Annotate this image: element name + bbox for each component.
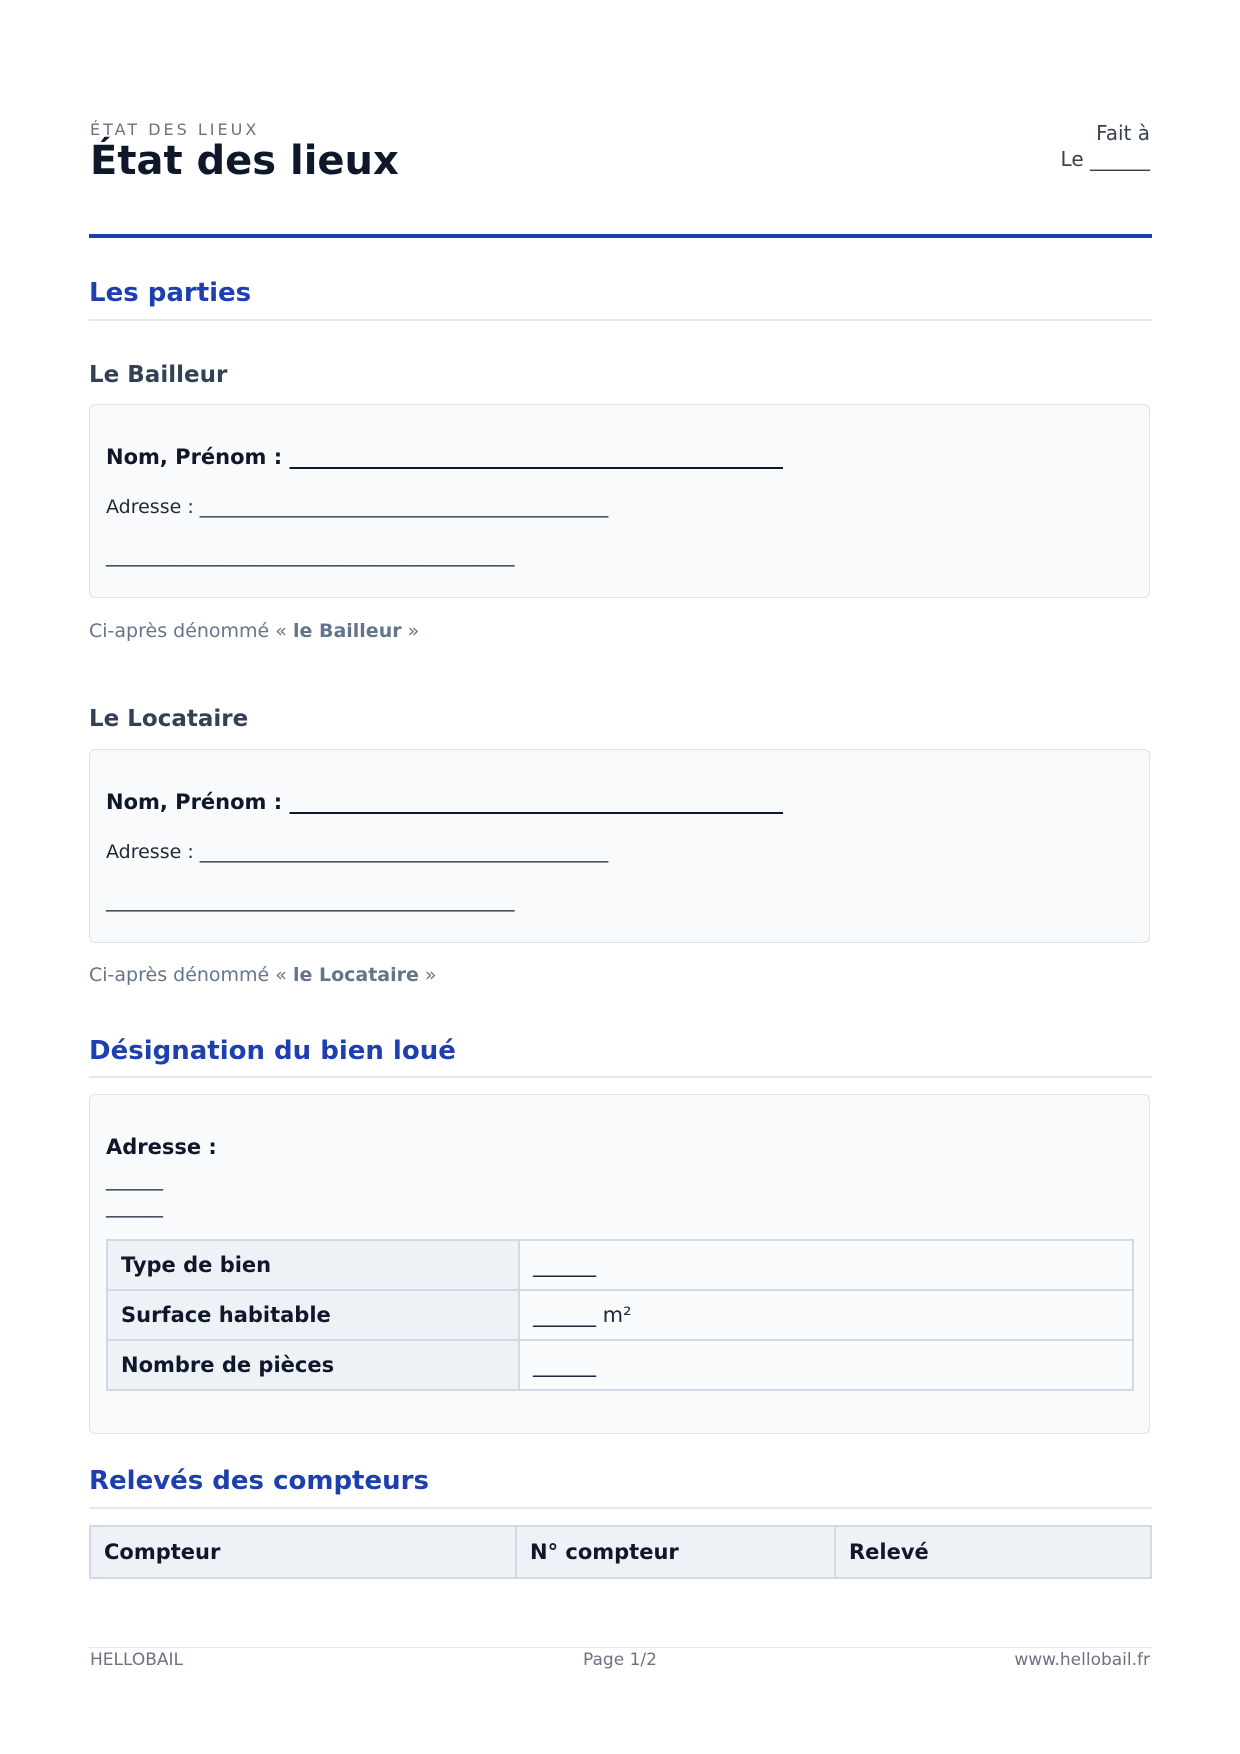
column-header-numero: N° compteur <box>516 1526 835 1578</box>
table-row <box>107 1340 1133 1390</box>
compteurs-table <box>89 1525 1152 1579</box>
note-prefix: Ci-après dénommé « <box>89 964 293 986</box>
column-header-releve: Relevé <box>835 1526 1151 1578</box>
nombre-de-pieces-value[interactable]: ______ <box>519 1340 1133 1390</box>
bien-adresse-line1[interactable]: ______ <box>106 1169 163 1191</box>
table-row <box>107 1240 1133 1290</box>
bailleur-adresse-field[interactable]: Adresse : ___________________________________________ <box>106 496 609 518</box>
page-title: État des lieux <box>90 138 399 184</box>
bien-details-table <box>106 1239 1134 1391</box>
note-role: le Bailleur <box>292 620 402 642</box>
section-title-designation: Désignation du bien loué <box>89 1036 456 1066</box>
note-suffix: » <box>418 964 437 986</box>
bien-adresse-label: Adresse : <box>106 1135 217 1159</box>
surface-habitable-label: Surface habitable <box>107 1290 519 1340</box>
locataire-card <box>89 749 1150 943</box>
bailleur-heading: Le Bailleur <box>89 362 228 388</box>
date-label: Le ______ <box>1060 147 1150 171</box>
document-meta <box>1061 120 1150 172</box>
bien-card <box>89 1094 1150 1434</box>
locataire-nom-field[interactable]: Nom, Prénom : _______________________________________________ <box>106 790 783 814</box>
type-de-bien-value[interactable]: ______ <box>519 1240 1133 1290</box>
locataire-heading: Le Locataire <box>89 706 249 732</box>
header-divider <box>89 234 1152 238</box>
nombre-de-pieces-label: Nombre de pièces <box>107 1340 519 1390</box>
footer-divider <box>89 1647 1152 1648</box>
note-role: le Locataire <box>292 964 419 986</box>
table-header-row <box>90 1526 1151 1578</box>
note-suffix: » <box>401 620 420 642</box>
bailleur-designation-note <box>89 620 419 642</box>
locataire-adresse-field[interactable]: Adresse : ___________________________________________ <box>106 841 609 863</box>
section-divider <box>89 1076 1152 1078</box>
bailleur-nom-field[interactable]: Nom, Prénom : _______________________________________________ <box>106 445 783 469</box>
note-prefix: Ci-après dénommé « <box>89 620 293 642</box>
section-divider <box>89 319 1152 321</box>
page-number: Page 1/2 <box>583 1650 657 1670</box>
bailleur-adresse-line2[interactable]: ___________________________________________ <box>106 545 515 567</box>
footer-brand: HELLOBAIL <box>90 1650 184 1670</box>
bien-adresse-line2[interactable]: ______ <box>106 1196 163 1218</box>
section-title-compteurs: Relevés des compteurs <box>89 1466 429 1496</box>
type-de-bien-label: Type de bien <box>107 1240 519 1290</box>
surface-habitable-value[interactable]: ______ m² <box>519 1290 1133 1340</box>
footer-website-link[interactable]: www.hellobail.fr <box>1014 1650 1150 1670</box>
fait-a-label: Fait à <box>1096 121 1150 145</box>
locataire-designation-note <box>89 964 437 986</box>
section-divider <box>89 1507 1152 1509</box>
column-header-compteur: Compteur <box>90 1526 516 1578</box>
bailleur-card <box>89 404 1150 598</box>
locataire-adresse-line2[interactable]: ___________________________________________ <box>106 890 515 912</box>
table-row <box>107 1290 1133 1340</box>
section-title-parties: Les parties <box>89 278 252 308</box>
document-eyebrow: ÉTAT DES LIEUX <box>90 120 260 139</box>
